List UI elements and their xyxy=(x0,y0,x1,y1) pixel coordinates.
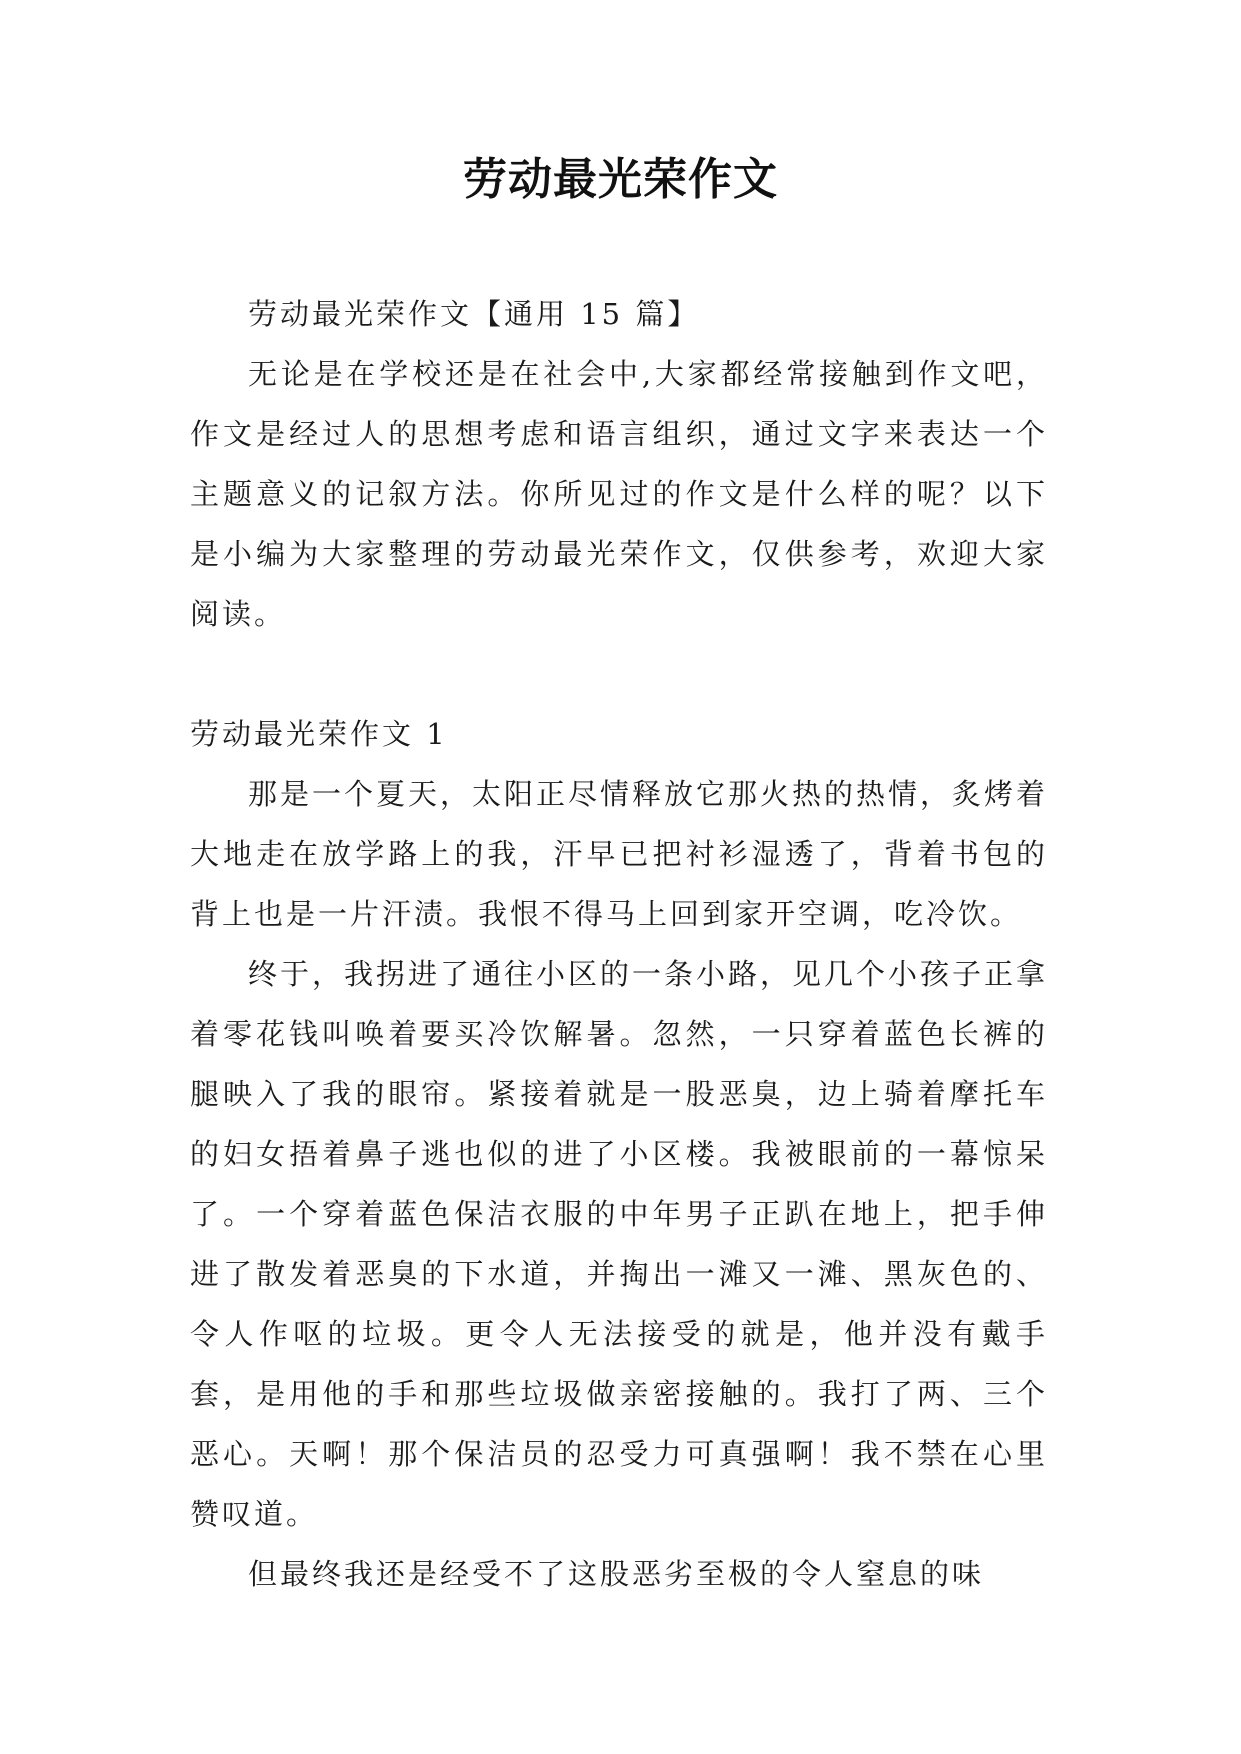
intro-paragraph: 无论是在学校还是在社会中,大家都经常接触到作文吧，作文是经过人的思想考虑和语言组织，通过文字来表达一个主题意义的记叙方法。你所见过的作文是什么样的呢？以下是小编为大家整理的劳动最光荣作文，仅供参考，欢迎大家阅读。 xyxy=(190,357,1048,631)
section-spacer xyxy=(190,644,1048,704)
paragraph: 那是一个夏天，太阳正尽情释放它那火热的热情，炙烤着大地走在放学路上的我，汗早已把衬衫湿透了，背着书包的背上也是一片汗渍。我恨不得马上回到家开空调，吃冷饮。 xyxy=(190,777,1049,931)
document-body xyxy=(190,284,1048,1604)
subtitle: 劳动最光荣作文【通用 15 篇】 xyxy=(248,297,700,331)
paragraph: 但最终我还是经受不了这股恶劣至极的令人窒息的味 xyxy=(248,1557,985,1591)
document-title: 劳动最光荣作文 xyxy=(463,154,778,205)
paragraph: 终于，我拐进了通往小区的一条小路，见几个小孩子正拿着零花钱叫唤着要买冷饮解暑。忽然，一只穿着蓝色长裤的腿映入了我的眼帘。紧接着就是一股恶臭，边上骑着摩托车的妇女捂着鼻子逃也似的进了小区楼。我被眼前的一幕惊呆了。一个穿着蓝色保洁衣服的中年男子正趴在地上，把手伸进了散发着恶臭的下水道，并掏出一滩又一滩、黑灰色的、令人作呕的垃圾。更令人无法接受的就是，他并没有戴手套，是用他的手和那些垃圾做亲密接触的。我打了两、三个恶心。天啊！那个保洁员的忍受力可真强啊！我不禁在心里赞叹道。 xyxy=(190,957,1049,1531)
section-heading: 劳动最光荣作文 1 xyxy=(190,717,448,751)
